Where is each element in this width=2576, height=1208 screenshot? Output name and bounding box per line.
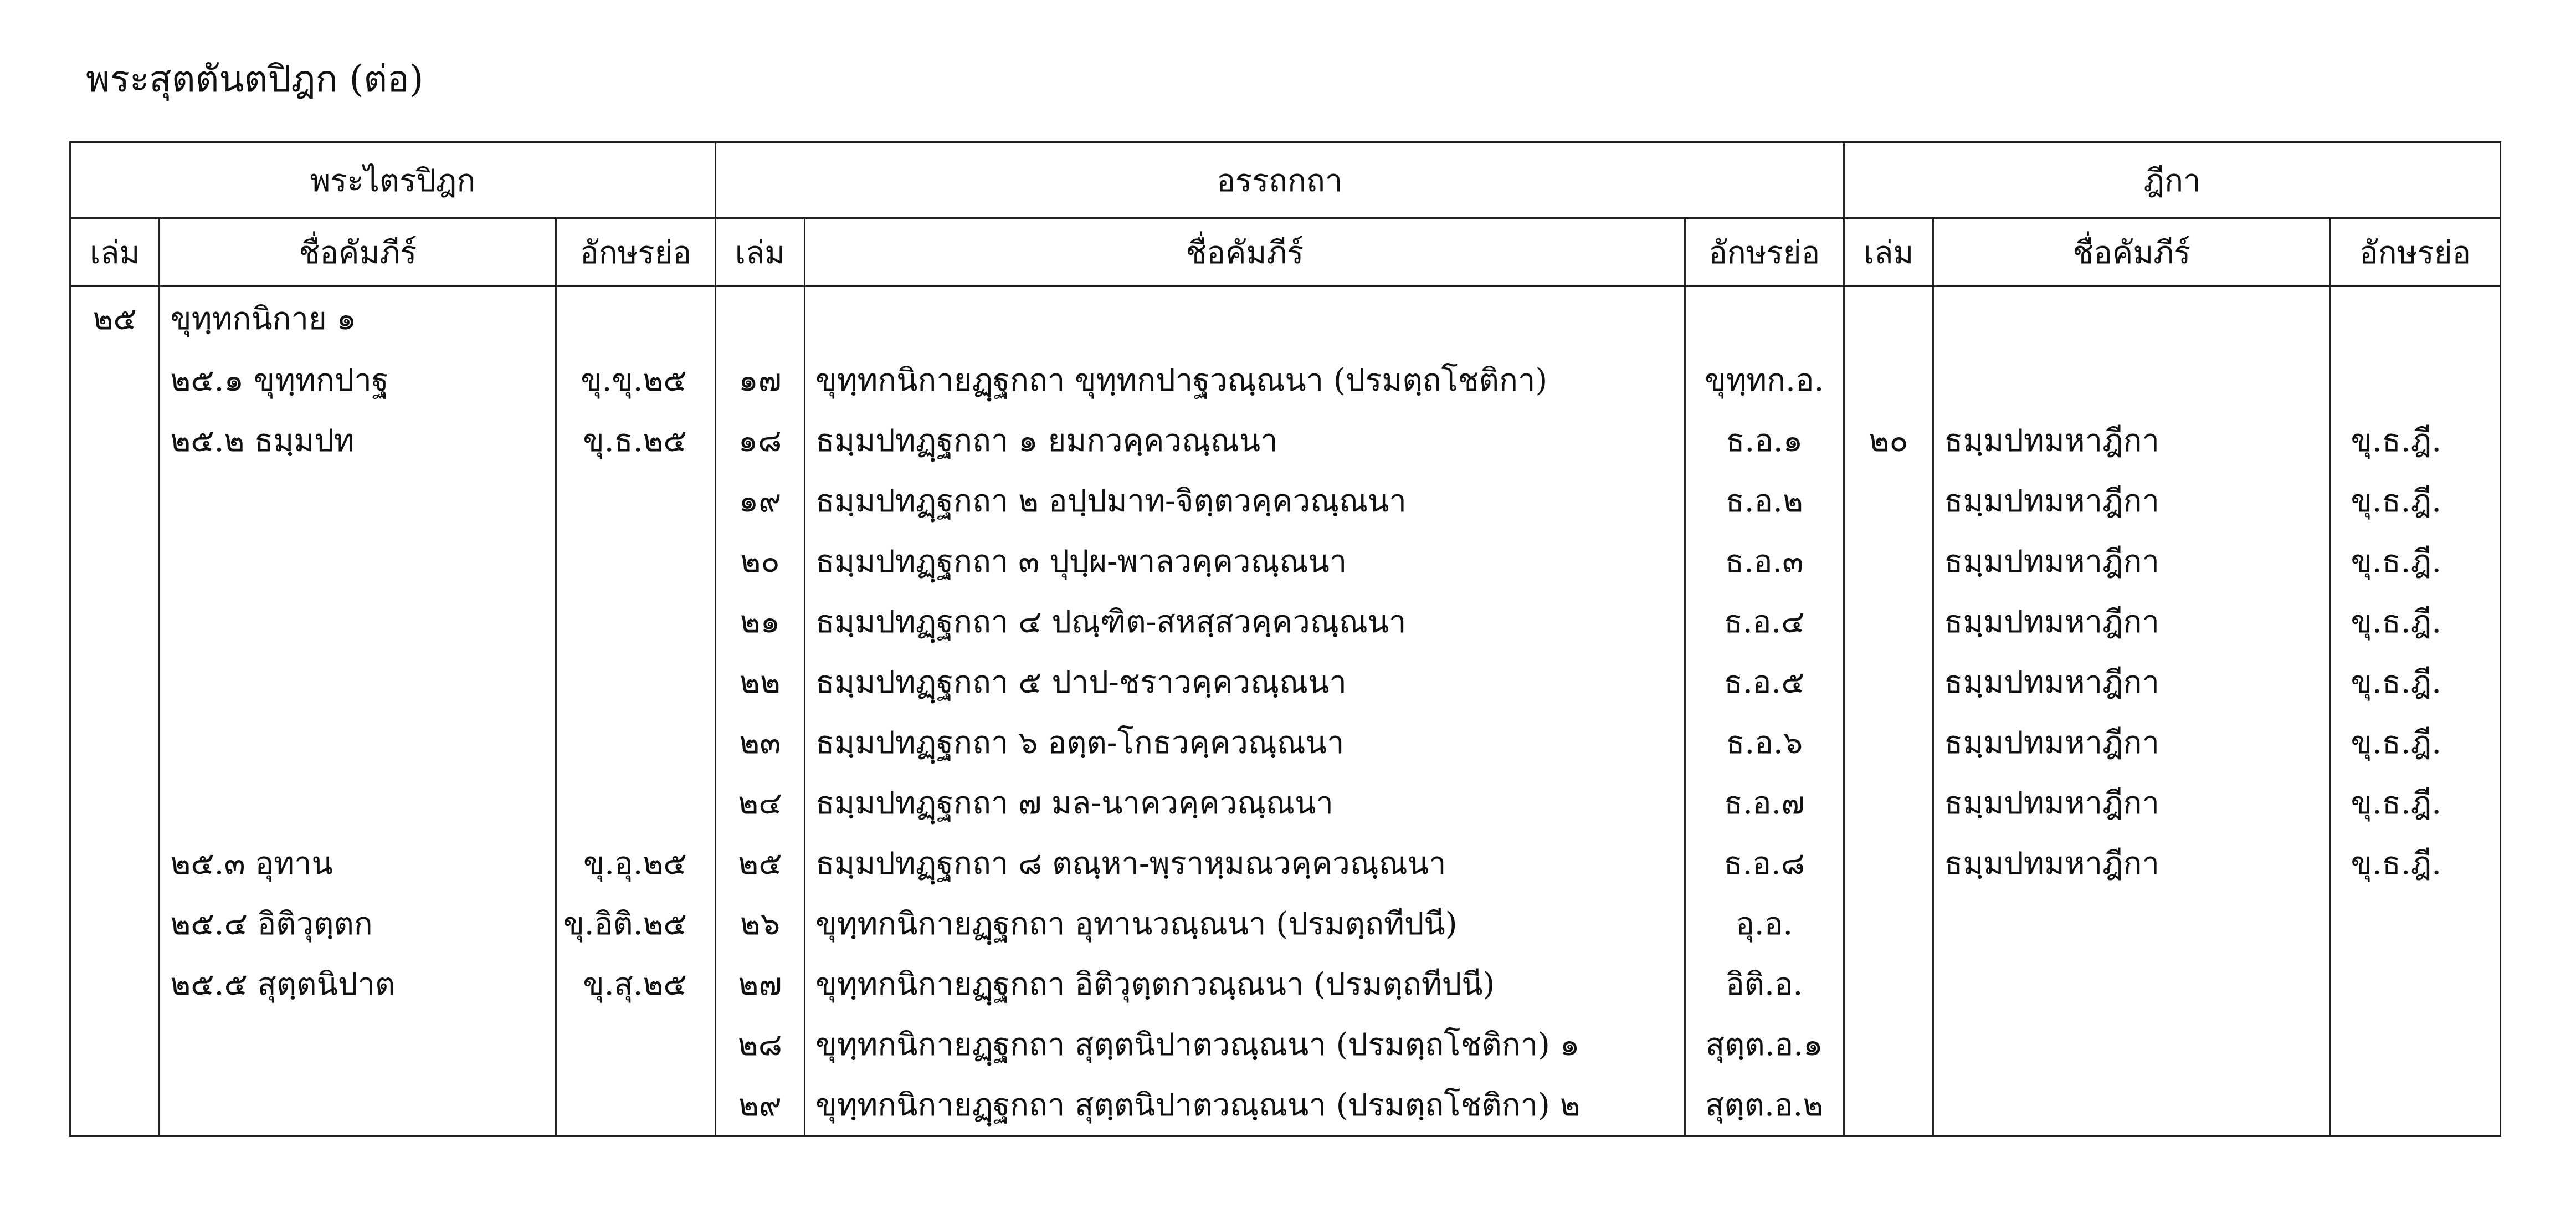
atthakatha-volume-cell: ๒๑: [715, 591, 804, 652]
column-header-atthakatha-name: ชื่อคัมภีร์: [805, 218, 1685, 286]
tipitaka-abbreviation-cell: [556, 470, 715, 531]
tipitaka-abbreviation-cell: [556, 1014, 715, 1074]
atthakatha-abbreviation-cell: สุตฺต.อ.๑: [1685, 1014, 1844, 1074]
tika-name-cell: [1933, 286, 2330, 350]
tika-name-cell: [1933, 1074, 2330, 1136]
tipitaka-volume-cell: [70, 712, 160, 772]
atthakatha-volume-cell: ๒๗: [715, 954, 804, 1014]
tika-volume-cell: [1844, 954, 1933, 1014]
tipitaka-abbreviation-cell: [556, 591, 715, 652]
tika-abbreviation-cell: [2330, 893, 2501, 954]
table-row: [70, 470, 2501, 531]
tika-volume-cell: [1844, 652, 1933, 712]
tipitaka-abbreviation-cell: [556, 712, 715, 772]
atthakatha-name-cell: ขุทฺทกนิกายฏฺฐกถา อิติวุตฺตกวณฺณนา (ปรมตฺถทีปนี): [805, 954, 1685, 1014]
tika-volume-cell: [1844, 772, 1933, 833]
scripture-reference-table: [69, 141, 2501, 1137]
tika-name-cell: [1933, 893, 2330, 954]
atthakatha-abbreviation-cell: ธ.อ.๕: [1685, 652, 1844, 712]
tika-volume-cell: [1844, 591, 1933, 652]
atthakatha-abbreviation-cell: ขุทฺทก.อ.: [1685, 350, 1844, 410]
atthakatha-name-cell: ขุทฺทกนิกายฏฺฐกถา สุตฺตนิปาตวณฺณนา (ปรมตฺถโชติกา) ๒: [805, 1074, 1685, 1136]
tika-volume-cell: [1844, 470, 1933, 531]
tipitaka-name-cell: [160, 652, 556, 712]
atthakatha-volume-cell: ๒๒: [715, 652, 804, 712]
atthakatha-volume-cell: ๒๘: [715, 1014, 804, 1074]
tipitaka-volume-cell: [70, 1074, 160, 1136]
atthakatha-name-cell: ธมฺมปทฏฺฐกถา ๗ มล-นาควคฺควณฺณนา: [805, 772, 1685, 833]
tika-volume-cell: [1844, 350, 1933, 410]
column-header-tipitaka-volume: เล่ม: [70, 218, 160, 286]
tika-name-cell: ธมฺมปทมหาฎีกา: [1933, 531, 2330, 591]
tipitaka-abbreviation-cell: [556, 531, 715, 591]
tika-abbreviation-cell: ขุ.ธ.ฎี.: [2330, 712, 2501, 772]
tika-volume-cell: [1844, 1014, 1933, 1074]
atthakatha-abbreviation-cell: อุ.อ.: [1685, 893, 1844, 954]
tipitaka-name-cell: [160, 772, 556, 833]
tika-name-cell: [1933, 954, 2330, 1014]
group-header-atthakatha: อรรถกถา: [715, 142, 1844, 218]
tipitaka-name-cell: ๒๕.๕ สุตฺตนิปาต: [160, 954, 556, 1014]
tika-abbreviation-cell: [2330, 350, 2501, 410]
tika-name-cell: ธมฺมปทมหาฎีกา: [1933, 410, 2330, 470]
tika-volume-cell: [1844, 833, 1933, 893]
column-header-tika-name: ชื่อคัมภีร์: [1933, 218, 2330, 286]
table-row: [70, 286, 2501, 350]
column-header-tipitaka-name: ชื่อคัมภีร์: [160, 218, 556, 286]
tipitaka-name-cell: ๒๕.๔ อิติวุตฺตก: [160, 893, 556, 954]
tipitaka-abbreviation-cell: ขุ.ธ.๒๕: [556, 410, 715, 470]
tipitaka-name-cell: [160, 591, 556, 652]
tika-volume-cell: [1844, 286, 1933, 350]
atthakatha-name-cell: ธมฺมปทฏฺฐกถา ๖ อตฺต-โกธวคฺควณฺณนา: [805, 712, 1685, 772]
tika-name-cell: ธมฺมปทมหาฎีกา: [1933, 772, 2330, 833]
tika-abbreviation-cell: ขุ.ธ.ฎี.: [2330, 652, 2501, 712]
table-row: [70, 652, 2501, 712]
tika-abbreviation-cell: [2330, 286, 2501, 350]
atthakatha-volume-cell: ๒๐: [715, 531, 804, 591]
atthakatha-volume-cell: ๒๕: [715, 833, 804, 893]
atthakatha-volume-cell: ๑๘: [715, 410, 804, 470]
tipitaka-abbreviation-cell: ขุ.อุ.๒๕: [556, 833, 715, 893]
tika-abbreviation-cell: ขุ.ธ.ฎี.: [2330, 470, 2501, 531]
tika-abbreviation-cell: ขุ.ธ.ฎี.: [2330, 772, 2501, 833]
tipitaka-name-cell: ๒๕.๑ ขุทฺทกปาฐ: [160, 350, 556, 410]
atthakatha-volume-cell: ๑๗: [715, 350, 804, 410]
page-title: พระสุตตันตปิฎก (ต่อ): [86, 58, 424, 100]
atthakatha-volume-cell: ๑๙: [715, 470, 804, 531]
table-row: [70, 712, 2501, 772]
tipitaka-volume-cell: [70, 1014, 160, 1074]
table-row: [70, 410, 2501, 470]
column-header-row: [70, 218, 2501, 286]
tipitaka-volume-cell: [70, 893, 160, 954]
tipitaka-abbreviation-cell: [556, 652, 715, 712]
atthakatha-volume-cell: [715, 286, 804, 350]
atthakatha-abbreviation-cell: ธ.อ.๘: [1685, 833, 1844, 893]
atthakatha-name-cell: ธมฺมปทฏฺฐกถา ๒ อปฺปมาท-จิตฺตวคฺควณฺณนา: [805, 470, 1685, 531]
tipitaka-volume-cell: [70, 954, 160, 1014]
tipitaka-name-cell: ๒๕.๒ ธมฺมปท: [160, 410, 556, 470]
table-row: [70, 591, 2501, 652]
atthakatha-name-cell: ธมฺมปทฏฺฐกถา ๘ ตณฺหา-พฺราหฺมณวคฺควณฺณนา: [805, 833, 1685, 893]
tika-volume-cell: [1844, 893, 1933, 954]
tika-name-cell: [1933, 350, 2330, 410]
atthakatha-abbreviation-cell: ธ.อ.๓: [1685, 531, 1844, 591]
atthakatha-name-cell: ธมฺมปทฏฺฐกถา ๔ ปณฺฑิต-สหสฺสวคฺควณฺณนา: [805, 591, 1685, 652]
column-header-tika-volume: เล่ม: [1844, 218, 1933, 286]
tipitaka-volume-cell: [70, 531, 160, 591]
atthakatha-abbreviation-cell: สุตฺต.อ.๒: [1685, 1074, 1844, 1136]
group-header-tika: ฎีกา: [1844, 142, 2500, 218]
tipitaka-name-cell: ขุทฺทกนิกาย ๑: [160, 286, 556, 350]
atthakatha-name-cell: ขุทฺทกนิกายฏฺฐกถา สุตฺตนิปาตวณฺณนา (ปรมตฺถโชติกา) ๑: [805, 1014, 1685, 1074]
group-header-row: [70, 142, 2501, 218]
table-body: [70, 286, 2501, 1136]
tika-name-cell: [1933, 1014, 2330, 1074]
tika-abbreviation-cell: [2330, 954, 2501, 1014]
tika-name-cell: ธมฺมปทมหาฎีกา: [1933, 470, 2330, 531]
table-row: [70, 954, 2501, 1014]
table-row: [70, 1014, 2501, 1074]
tipitaka-volume-cell: [70, 350, 160, 410]
tipitaka-name-cell: [160, 712, 556, 772]
column-header-atthakatha-abbreviation: อักษรย่อ: [1685, 218, 1844, 286]
tika-volume-cell: ๒๐: [1844, 410, 1933, 470]
tika-abbreviation-cell: ขุ.ธ.ฎี.: [2330, 833, 2501, 893]
atthakatha-name-cell: ธมฺมปทฏฺฐกถา ๑ ยมกวคฺควณฺณนา: [805, 410, 1685, 470]
tika-name-cell: ธมฺมปทมหาฎีกา: [1933, 712, 2330, 772]
tipitaka-volume-cell: [70, 470, 160, 531]
tipitaka-name-cell: [160, 470, 556, 531]
tipitaka-volume-cell: [70, 652, 160, 712]
atthakatha-name-cell: ธมฺมปทฏฺฐกถา ๕ ปาป-ชราวคฺควณฺณนา: [805, 652, 1685, 712]
table-row: [70, 531, 2501, 591]
tipitaka-name-cell: [160, 1014, 556, 1074]
table-row: [70, 350, 2501, 410]
atthakatha-abbreviation-cell: ธ.อ.๗: [1685, 772, 1844, 833]
atthakatha-volume-cell: ๒๓: [715, 712, 804, 772]
atthakatha-abbreviation-cell: ธ.อ.๑: [1685, 410, 1844, 470]
tipitaka-abbreviation-cell: [556, 286, 715, 350]
tika-name-cell: ธมฺมปทมหาฎีกา: [1933, 591, 2330, 652]
tipitaka-volume-cell: ๒๕: [70, 286, 160, 350]
atthakatha-name-cell: ขุทฺทกนิกายฏฺฐกถา อุทานวณฺณนา (ปรมตฺถทีปนี): [805, 893, 1685, 954]
atthakatha-abbreviation-cell: ธ.อ.๖: [1685, 712, 1844, 772]
tipitaka-abbreviation-cell: ขุ.ขุ.๒๕: [556, 350, 715, 410]
tika-abbreviation-cell: ขุ.ธ.ฎี.: [2330, 531, 2501, 591]
tika-volume-cell: [1844, 712, 1933, 772]
table-row: [70, 772, 2501, 833]
tipitaka-volume-cell: [70, 410, 160, 470]
column-header-atthakatha-volume: เล่ม: [715, 218, 804, 286]
tika-abbreviation-cell: ขุ.ธ.ฎี.: [2330, 591, 2501, 652]
column-header-tika-abbreviation: อักษรย่อ: [2330, 218, 2501, 286]
tipitaka-name-cell: [160, 531, 556, 591]
atthakatha-abbreviation-cell: อิติ.อ.: [1685, 954, 1844, 1014]
tika-abbreviation-cell: ขุ.ธ.ฎี.: [2330, 410, 2501, 470]
tika-abbreviation-cell: [2330, 1074, 2501, 1136]
atthakatha-volume-cell: ๒๔: [715, 772, 804, 833]
atthakatha-name-cell: [805, 286, 1685, 350]
tipitaka-volume-cell: [70, 772, 160, 833]
tipitaka-volume-cell: [70, 833, 160, 893]
tipitaka-abbreviation-cell: ขุ.สุ.๒๕: [556, 954, 715, 1014]
atthakatha-name-cell: ขุทฺทกนิกายฏฺฐกถา ขุทฺทกปาฐวณฺณนา (ปรมตฺถโชติกา): [805, 350, 1685, 410]
group-header-tipitaka: พระไตรปิฎก: [70, 142, 716, 218]
tipitaka-name-cell: ๒๕.๓ อุทาน: [160, 833, 556, 893]
tika-volume-cell: [1844, 531, 1933, 591]
tipitaka-abbreviation-cell: [556, 772, 715, 833]
tipitaka-volume-cell: [70, 591, 160, 652]
table-row: [70, 1074, 2501, 1136]
column-header-tipitaka-abbreviation: อักษรย่อ: [556, 218, 715, 286]
atthakatha-volume-cell: ๒๖: [715, 893, 804, 954]
tipitaka-name-cell: [160, 1074, 556, 1136]
tika-name-cell: ธมฺมปทมหาฎีกา: [1933, 833, 2330, 893]
tipitaka-abbreviation-cell: ขุ.อิติ.๒๕: [556, 893, 715, 954]
table-row: [70, 833, 2501, 893]
atthakatha-abbreviation-cell: ธ.อ.๔: [1685, 591, 1844, 652]
atthakatha-name-cell: ธมฺมปทฏฺฐกถา ๓ ปุปฺผ-พาลวคฺควณฺณนา: [805, 531, 1685, 591]
table-row: [70, 893, 2501, 954]
atthakatha-abbreviation-cell: [1685, 286, 1844, 350]
tika-abbreviation-cell: [2330, 1014, 2501, 1074]
tika-name-cell: ธมฺมปทมหาฎีกา: [1933, 652, 2330, 712]
atthakatha-abbreviation-cell: ธ.อ.๒: [1685, 470, 1844, 531]
atthakatha-volume-cell: ๒๙: [715, 1074, 804, 1136]
tika-volume-cell: [1844, 1074, 1933, 1136]
tipitaka-abbreviation-cell: [556, 1074, 715, 1136]
